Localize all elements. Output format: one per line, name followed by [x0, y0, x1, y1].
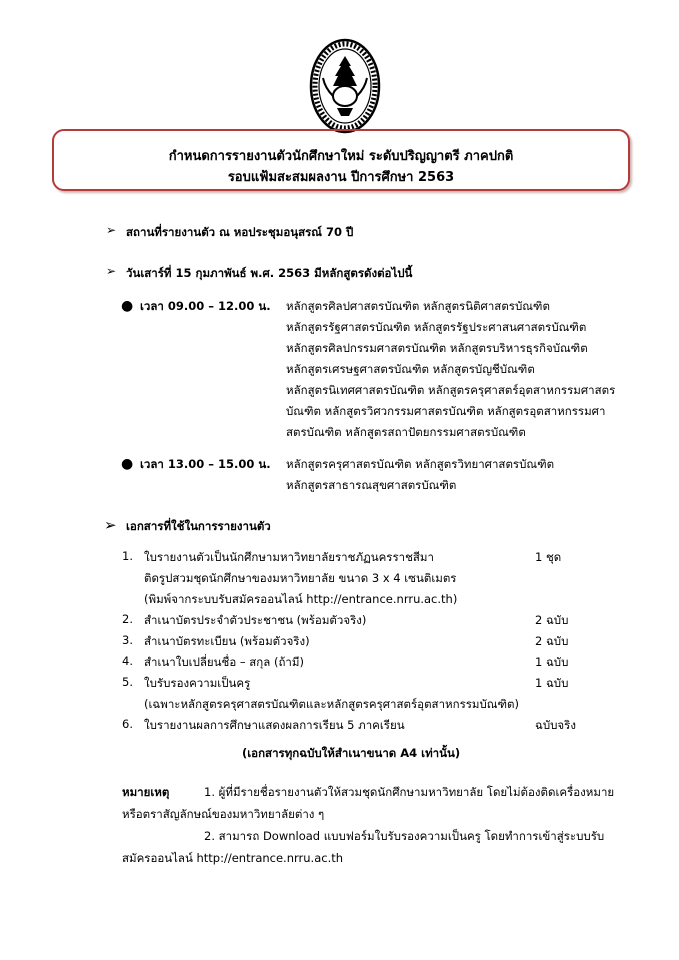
- university-seal-icon: [309, 38, 381, 134]
- doc-num: 5.: [122, 675, 133, 689]
- slot2-line: หลักสูตรสาธารณสุขศาสตรบัณฑิต: [286, 478, 457, 492]
- remark-2-line-2: สมัครออนไลน์ http://entrance.nrru.ac.th: [122, 851, 344, 865]
- doc-num: 6.: [122, 717, 133, 731]
- location-heading: สถานที่รายงานตัว ณ หอประชุมอนุสรณ์ 70 ปี: [126, 225, 354, 239]
- title-line-1: กำหนดการรายงานตัวนักศึกษาใหม่ ระดับปริญญาตรี ภาคปกติ: [168, 149, 514, 164]
- slot1-line: หลักสูตรเศรษฐศาสตรบัณฑิต หลักสูตรบัญชีบัณฑิต: [286, 362, 535, 376]
- bullet-dot-icon: ●: [121, 456, 134, 472]
- title-line-2: รอบแฟ้มสะสมผลงาน ปีการศึกษา 2563: [227, 170, 455, 185]
- doc-text: สำเนาใบเปลี่ยนชื่อ – สกุล (ถ้ามี): [144, 655, 304, 669]
- doc-text: ใบรายงานผลการศึกษาแสดงผลการเรียน 5 ภาคเรียน: [144, 718, 405, 732]
- remark-1-line-2: หรือตราสัญลักษณ์ของมหาวิทยาลัยต่าง ๆ: [122, 807, 325, 821]
- doc-qty: 1 ฉบับ: [535, 655, 569, 669]
- slot2-time: เวลา 13.00 – 15.00 น.: [140, 457, 271, 471]
- bullet-dot-icon: ●: [121, 298, 134, 314]
- doc-qty: 1 ฉบับ: [535, 676, 569, 690]
- slot1-line: หลักสูตรนิเทศศาสตรบัณฑิต หลักสูตรครุศาสตร์อุตสาหกรรมศาสตร: [286, 383, 616, 397]
- doc-num: 2.: [122, 612, 133, 626]
- doc-text: สำเนาบัตรประจำตัวประชาชน (พร้อมตัวจริง): [144, 613, 367, 627]
- doc-text: (เฉพาะหลักสูตรครุศาสตรบัณฑิตและหลักสูตรครุศาสตร์อุตสาหกรรมบัณฑิต): [144, 697, 519, 711]
- doc-num: 1.: [122, 549, 133, 563]
- arrow-bullet-icon: ➢: [106, 223, 117, 237]
- slot1-line: หลักสูตรศิลปกรรมศาสตรบัณฑิต หลักสูตรบริหารธุรกิจบัณฑิต: [286, 341, 588, 355]
- documents-footnote: (เอกสารทุกฉบับให้สำเนาขนาด A4 เท่านั้น): [242, 746, 461, 760]
- doc-text: ใบรายงานตัวเป็นนักศึกษามหาวิทยาลัยราชภัฏนครราชสีมา: [144, 550, 434, 564]
- doc-text: (พิมพ์จากระบบรับสมัครออนไลน์ http://entrance.nrru.ac.th): [144, 592, 458, 606]
- slot1-line: หลักสูตรรัฐศาสตรบัณฑิต หลักสูตรรัฐประศาสนศาสตรบัณฑิต: [286, 320, 587, 334]
- slot1-line: สตรบัณฑิต หลักสูตรสถาปัตยกรรมศาสตรบัณฑิต: [286, 425, 526, 439]
- arrow-bullet-icon: ➢: [106, 264, 117, 278]
- doc-text: ติดรูปสวมชุดนักศึกษาของมหาวิทยาลัย ขนาด 3 x 4 เซนติเมตร: [144, 571, 457, 585]
- doc-qty: 1 ชุด: [535, 550, 562, 564]
- remark-1-line-1: 1. ผู้ที่มีรายชื่อรายงานตัวให้สวมชุดนักศึกษามหาวิทยาลัย โดยไม่ต้องติดเครื่องหมาย: [204, 785, 615, 799]
- title-box: [52, 129, 630, 191]
- slot1-line: หลักสูตรศิลปศาสตรบัณฑิต หลักสูตรนิติศาสตรบัณฑิต: [286, 299, 550, 313]
- doc-num: 3.: [122, 633, 133, 647]
- slot1-time: เวลา 09.00 – 12.00 น.: [140, 299, 271, 313]
- doc-num: 4.: [122, 654, 133, 668]
- date-heading: วันเสาร์ที่ 15 กุมภาพันธ์ พ.ศ. 2563 มีหลักสูตรดังต่อไปนี้: [126, 266, 413, 280]
- doc-qty: 2 ฉบับ: [535, 613, 569, 627]
- documents-heading: เอกสารที่ใช้ในการรายงานตัว: [126, 519, 271, 533]
- remarks-label: หมายเหตุ: [122, 785, 170, 799]
- remark-2-line-1: 2. สามารถ Download แบบฟอร์มใบรับรองความเป็นครู โดยทำการเข้าสู่ระบบรับ: [204, 829, 605, 843]
- doc-text: สำเนาบัตรทะเบียน (พร้อมตัวจริง): [144, 634, 310, 648]
- doc-text: ใบรับรองความเป็นครู: [144, 676, 251, 690]
- slot1-line: บัณฑิต หลักสูตรวิศวกรรมศาสตรบัณฑิต หลักสูตรอุตสาหกรรมศา: [286, 404, 606, 418]
- doc-qty: 2 ฉบับ: [535, 634, 569, 648]
- doc-qty: ฉบับจริง: [535, 718, 576, 732]
- arrow-bullet-icon: ➢: [104, 516, 117, 534]
- slot2-line: หลักสูตรครุศาสตรบัณฑิต หลักสูตรวิทยาศาสตรบัณฑิต: [286, 457, 555, 471]
